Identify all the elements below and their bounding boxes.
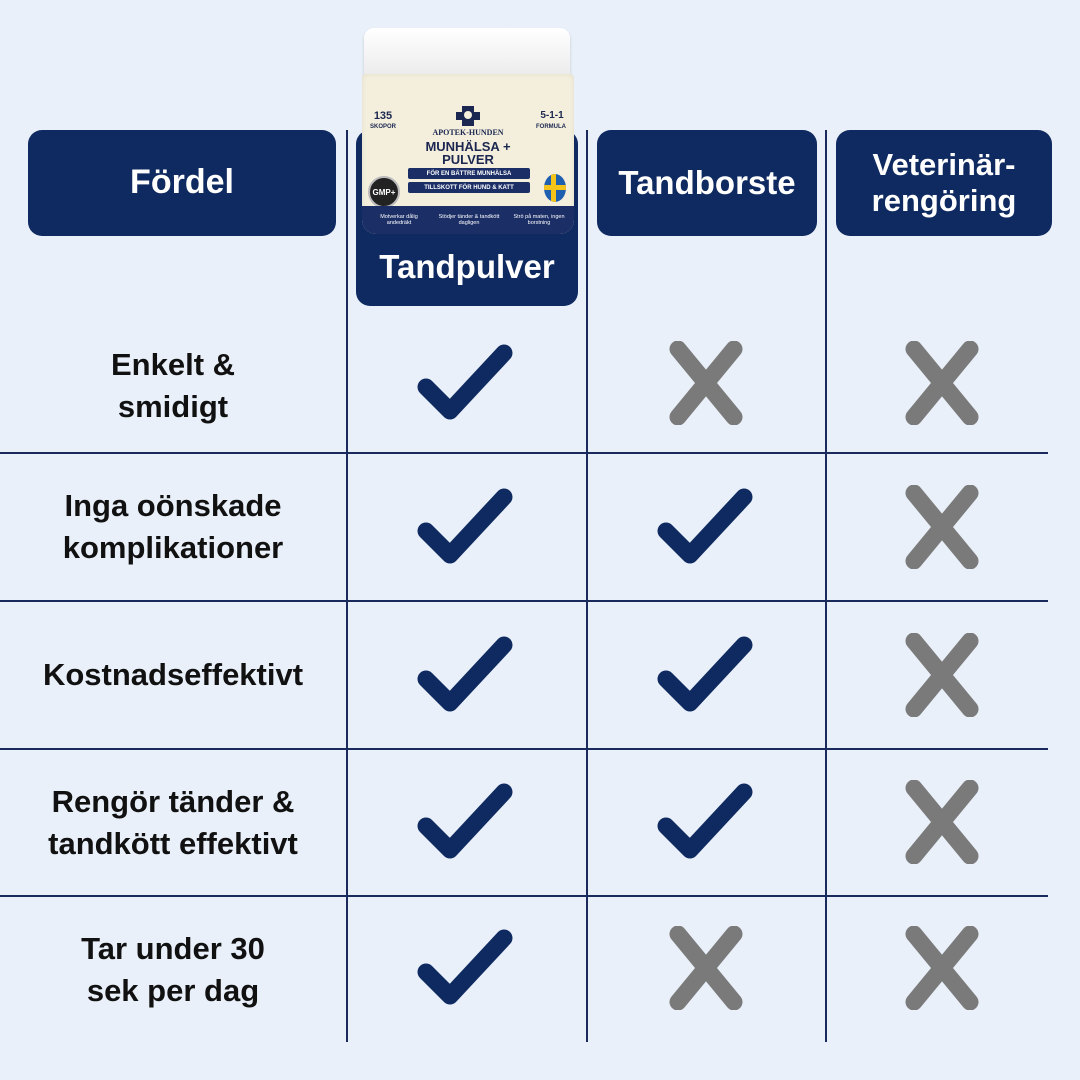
row-label-4-line1: Rengör tänder & xyxy=(51,783,295,819)
jar-count: 135 xyxy=(373,110,393,122)
header-fordel: Fördel xyxy=(28,130,336,236)
row-label-5-line2: sek per dag xyxy=(86,973,260,1008)
row-label-2-line2: komplikationer xyxy=(62,530,284,565)
row-label-1-line1: Enkelt & xyxy=(110,347,236,383)
cross-icon xyxy=(892,341,992,425)
row-label-1-line2: smidigt xyxy=(117,389,229,424)
grid-vline-2 xyxy=(586,130,588,1042)
check-icon xyxy=(416,633,516,717)
row-label-3-line1: Kostnadseffektivt xyxy=(42,657,304,693)
cross-icon xyxy=(656,926,756,1010)
header-veterinar-line1: Veterinär- xyxy=(872,147,1016,183)
header-veterinar xyxy=(836,130,1052,236)
header-tandborste: Tandborste xyxy=(597,130,817,236)
header-tandpulver-label: Tandpulver xyxy=(379,248,555,286)
jar-formula-label: FORMULA xyxy=(536,124,566,130)
jar-band-1: FÖR EN BÄTTRE MUNHÄLSA xyxy=(408,168,530,179)
cross-icon xyxy=(892,633,992,717)
row-label-5 xyxy=(0,897,346,1043)
jar-benefit-1: Motverkar dålig andedräkt xyxy=(380,214,418,226)
jar-band-2: TILLSKOTT FÖR HUND & KATT xyxy=(408,182,530,193)
jar-benefit-3: Strö på maten, ingen borstning xyxy=(513,214,565,226)
cross-icon xyxy=(892,780,992,864)
check-icon xyxy=(416,780,516,864)
row-label-2-line1: Inga oönskade xyxy=(64,488,282,524)
check-icon xyxy=(416,926,516,1010)
row-label-5-line1: Tar under 30 xyxy=(81,931,265,967)
product-jar xyxy=(362,28,574,234)
dog-cross-logo-icon xyxy=(454,104,482,126)
check-icon xyxy=(656,633,756,717)
jar-formula: 5-1-1 xyxy=(540,110,564,121)
cross-icon xyxy=(892,485,992,569)
jar-name-line2: PULVER xyxy=(442,152,494,167)
row-label-1 xyxy=(0,320,346,452)
grid-vline-1 xyxy=(346,130,348,1042)
check-icon xyxy=(656,485,756,569)
swedish-flag-icon xyxy=(544,174,566,202)
row-label-4 xyxy=(0,750,346,895)
row-label-3 xyxy=(0,602,346,748)
jar-benefit-2: Stödjer tänder & tandkött dagligen xyxy=(438,214,500,226)
jar-brand: APOTEK-HUNDEN xyxy=(432,128,504,137)
jar-benefits xyxy=(362,206,574,234)
cross-icon xyxy=(656,341,756,425)
grid-vline-3 xyxy=(825,130,827,1042)
gmp-badge: GMP+ xyxy=(368,176,400,208)
cross-icon xyxy=(892,926,992,1010)
jar-count-label: SKOPOR xyxy=(369,124,396,130)
check-icon xyxy=(416,485,516,569)
row-label-4-line2: tandkött effektivt xyxy=(48,825,298,861)
check-icon xyxy=(656,780,756,864)
jar-name-line1: MUNHÄLSA + xyxy=(425,139,511,154)
check-icon xyxy=(416,341,516,425)
row-label-2 xyxy=(0,454,346,600)
header-veterinar-line2: rengöring xyxy=(871,183,1017,218)
